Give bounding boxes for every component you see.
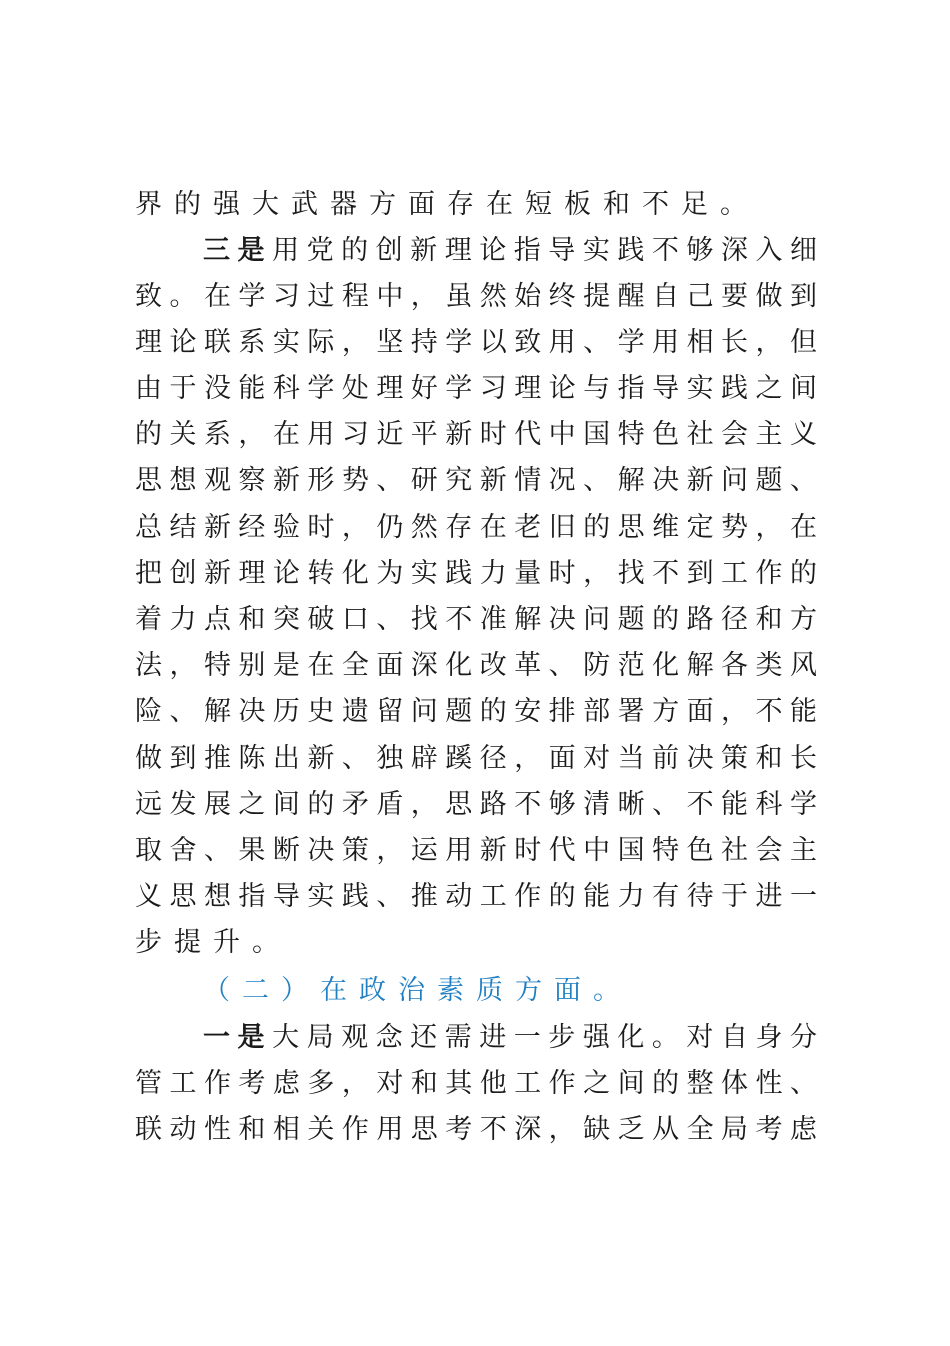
paragraph-line: 总结新经验时，仍然存在老旧的思维定势，在 — [135, 512, 817, 543]
paragraph-text: 大局观念还需进一步强化。对自身分 — [272, 1022, 818, 1053]
paragraph-line: 把创新理论转化为实践力量时，找不到工作的 — [135, 558, 817, 589]
paragraph-line — [203, 228, 817, 274]
paragraph-line: 思想观察新形势、研究新情况、解决新问题、 — [135, 465, 817, 496]
section-heading: （二）在政治素质方面。 — [203, 975, 632, 1006]
lead-bold-text: 一是 — [203, 1022, 273, 1053]
paragraph-line: 联动性和相关作用思考不深，缺乏从全局考虑 — [135, 1114, 817, 1145]
paragraph-line: 管工作考虑多，对和其他工作之间的整体性、 — [135, 1068, 817, 1099]
paragraph-line: 义思想指导实践、推动工作的能力有待于进一 — [135, 881, 817, 912]
paragraph-line: 致。在学习过程中，虽然始终提醒自己要做到 — [135, 281, 817, 312]
paragraph-line: 取舍、果断决策，运用新时代中国特色社会主 — [135, 835, 817, 866]
paragraph-line: 界的强大武器方面存在短板和不足。 — [135, 189, 759, 220]
paragraph-line: 理论联系实际，坚持学以致用、学用相长，但 — [135, 327, 817, 358]
paragraph-line: 着力点和突破口、找不准解决问题的路径和方 — [135, 604, 817, 635]
paragraph-text: 用党的创新理论指导实践不够深入细 — [272, 235, 818, 266]
paragraph-line: 步提升。 — [135, 927, 291, 958]
paragraph-line: 的关系，在用习近平新时代中国特色社会主义 — [135, 419, 817, 450]
paragraph-line: 做到推陈出新、独辟蹊径，面对当前决策和长 — [135, 743, 817, 774]
lead-bold-text: 三是 — [203, 235, 273, 266]
paragraph-line — [203, 1015, 817, 1061]
paragraph-line: 险、解决历史遗留问题的安排部署方面，不能 — [135, 696, 817, 727]
paragraph-line: 由于没能科学处理好学习理论与指导实践之间 — [135, 373, 817, 404]
paragraph-line: 法，特别是在全面深化改革、防范化解各类风 — [135, 650, 817, 681]
paragraph-line: 远发展之间的矛盾，思路不够清晰、不能科学 — [135, 789, 817, 820]
